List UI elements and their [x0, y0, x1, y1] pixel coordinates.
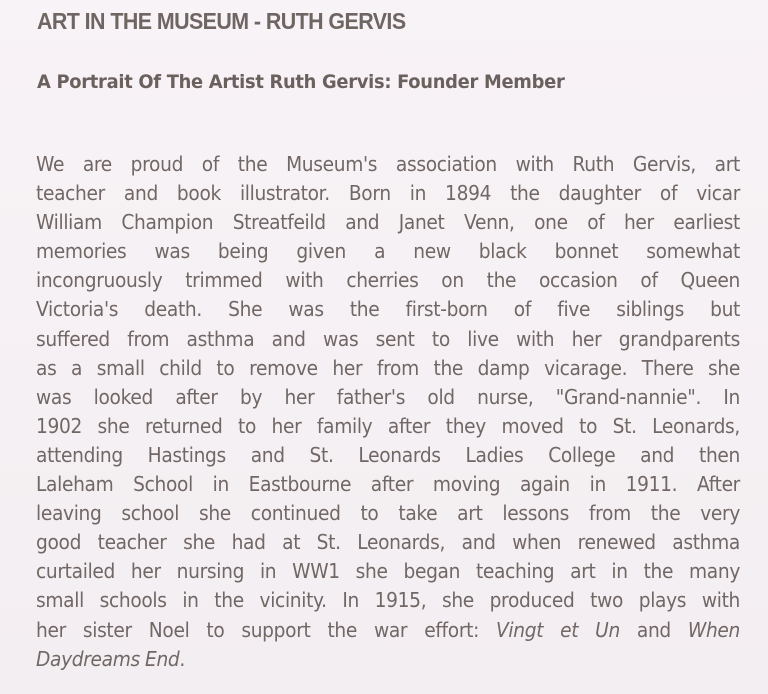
- play-title-when-daydreams-end-part1: When: [687, 617, 741, 642]
- paragraph-line: attending Hastings and St. Leonards Ladies College and then: [36, 442, 741, 467]
- line-text: .: [179, 646, 186, 671]
- play-title-vingt-et-un: Vingt et Un: [496, 617, 620, 642]
- paragraph-line: curtailed her nursing in WW1 she began teaching art in the many: [36, 559, 741, 584]
- paragraph-line: good teacher she had at St. Leonards, and when renewed asthma: [36, 530, 741, 555]
- play-title-when-daydreams-end-part2: Daydreams End: [36, 646, 180, 671]
- paragraph-line: as a small child to remove her from the damp vicarage. There she: [36, 355, 741, 380]
- paragraph-line: suffered from asthma and was sent to live with her grandparents: [36, 326, 741, 351]
- paragraph-line: teacher and book illustrator. Born in 1894 the daughter of vicar: [36, 181, 741, 206]
- page-subtitle: A Portrait Of The Artist Ruth Gervis: Founder Member: [37, 71, 565, 93]
- paragraph-line: Victoria's death. She was the first-born of five siblings but: [36, 297, 741, 322]
- paragraph-line: incongruously trimmed with cherries on the occasion of Queen: [36, 268, 741, 293]
- line-text: her sister Noel to support the war effort:: [36, 617, 497, 642]
- line-text: and: [619, 617, 688, 642]
- paragraph-line: [36, 645, 740, 674]
- page-title: ART IN THE MUSEUM - RUTH GERVIS: [37, 8, 406, 34]
- paragraph-line: leaving school she continued to take art lessons from the very: [36, 501, 741, 526]
- body-paragraph: [36, 150, 740, 674]
- paragraph-line: memories was being given a new black bonnet somewhat: [36, 239, 741, 264]
- paragraph-line: small schools in the vicinity. In 1915, she produced two plays with: [36, 588, 741, 613]
- paragraph-line: was looked after by her father's old nurse, "Grand-nannie". In: [36, 384, 741, 409]
- paragraph-line: [36, 616, 740, 645]
- paragraph-line: We are proud of the Museum's association with Ruth Gervis, art: [36, 152, 741, 176]
- paragraph-line: Laleham School in Eastbourne after moving again in 1911. After: [36, 472, 741, 497]
- paragraph-line: William Champion Streatfeild and Janet Venn, one of her earliest: [36, 210, 741, 235]
- paragraph-line: 1902 she returned to her family after they moved to St. Leonards,: [36, 413, 741, 438]
